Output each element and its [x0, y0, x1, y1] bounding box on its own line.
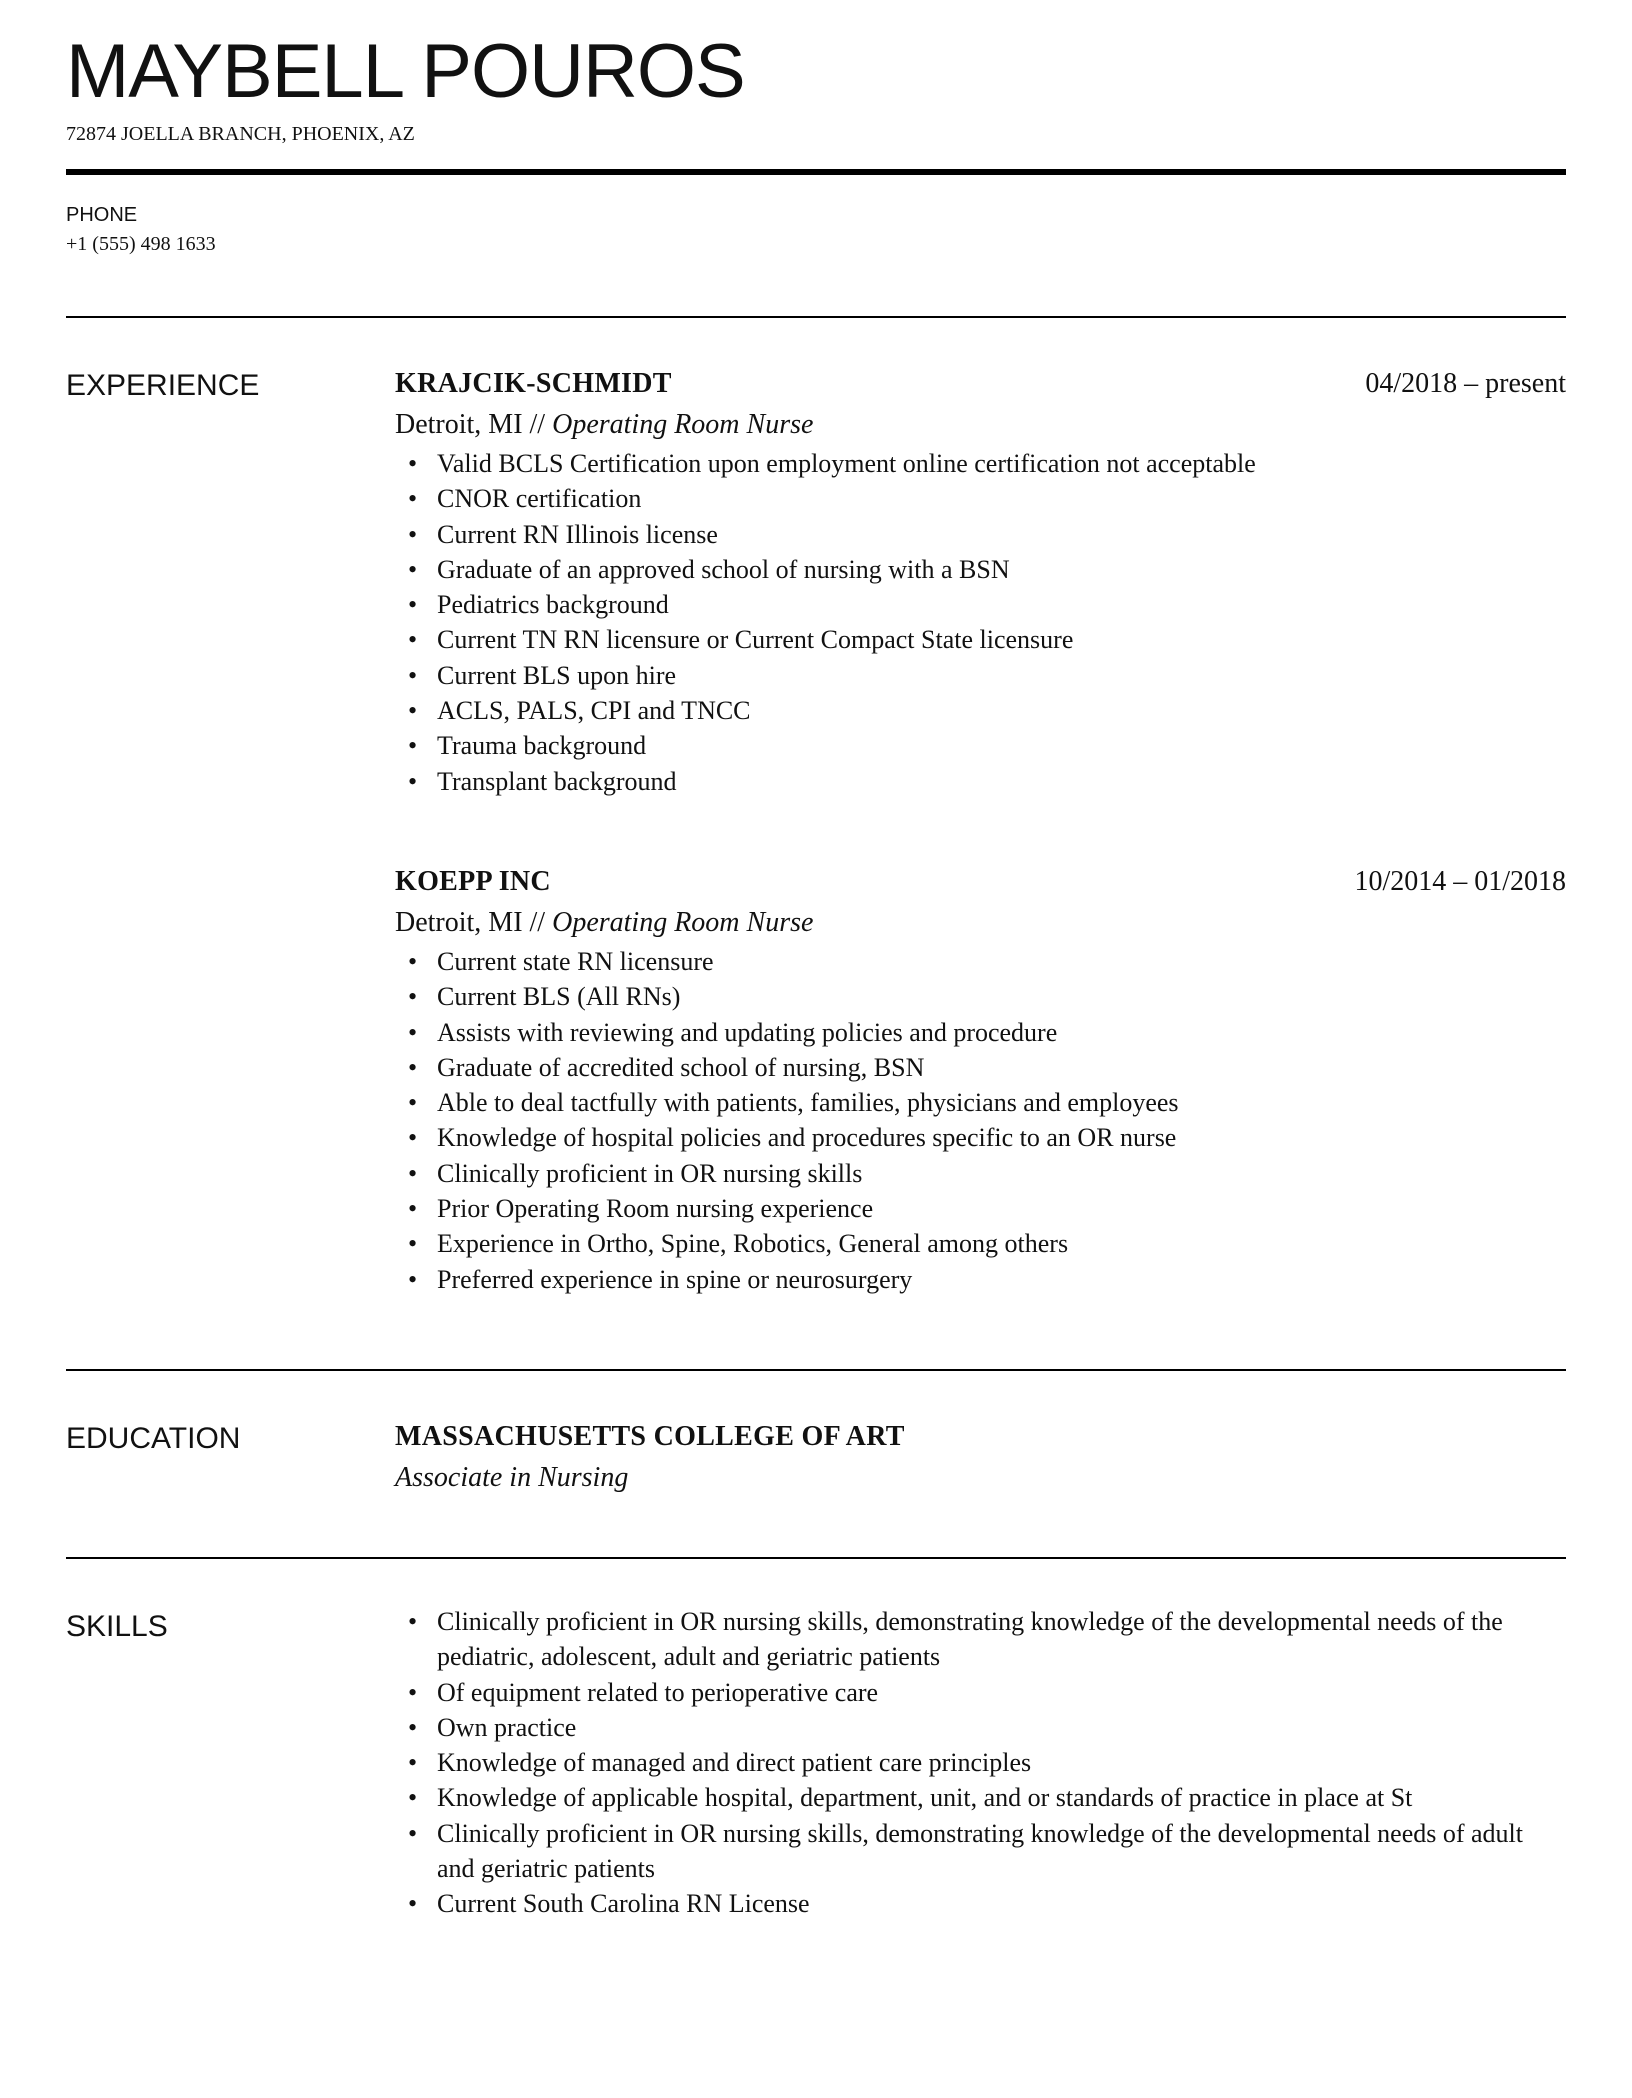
list-item: • Current BLS upon hire — [395, 658, 1566, 693]
skills-list — [395, 1604, 1566, 1922]
list-item: • ACLS, PALS, CPI and TNCC — [395, 693, 1566, 728]
list-item: • Current BLS (All RNs) — [395, 979, 1566, 1014]
list-item: • Knowledge of applicable hospital, department, unit, and or standards of practice in place at St — [395, 1780, 1566, 1815]
list-item: • Current state RN licensure — [395, 944, 1566, 979]
list-item: • Graduate of accredited school of nursing, BSN — [395, 1050, 1566, 1085]
list-item: • Graduate of an approved school of nursing with a BSN — [395, 552, 1566, 587]
job-bullets — [395, 944, 1566, 1297]
job-entry — [395, 366, 1566, 799]
list-item: • Clinically proficient in OR nursing skills, demonstrating knowledge of the developmental needs of the pediatric, adolescent, adult and geriatric patients — [395, 1604, 1566, 1675]
list-item: • Clinically proficient in OR nursing skills — [395, 1156, 1566, 1191]
list-item: • Preferred experience in spine or neurosurgery — [395, 1262, 1566, 1297]
company-name: KOEPP INC — [395, 866, 551, 897]
job-subline — [395, 407, 1566, 443]
job-bullets — [395, 446, 1566, 799]
list-item: • Own practice — [395, 1710, 1566, 1745]
list-item: • Trauma background — [395, 728, 1566, 763]
job-dates: 04/2018 – present — [1365, 368, 1566, 399]
job-entry — [395, 864, 1566, 1297]
list-item: • Transplant background — [395, 764, 1566, 799]
separator: // — [529, 907, 546, 938]
job-header — [395, 864, 1566, 900]
company-name: KRAJCIK-SCHMIDT — [395, 368, 672, 399]
job-location: Detroit, MI — [395, 907, 523, 938]
list-item: • Current South Carolina RN License — [395, 1886, 1566, 1921]
list-item: • Of equipment related to perioperative care — [395, 1675, 1566, 1710]
education-entry — [395, 1419, 1566, 1496]
education-heading: EDUCATION — [66, 1422, 241, 1455]
job-location: Detroit, MI — [395, 409, 523, 440]
phone-label: PHONE — [66, 204, 138, 226]
job-header — [395, 366, 1566, 402]
list-item: • Knowledge of hospital policies and procedures specific to an OR nurse — [395, 1120, 1566, 1155]
list-item: • Assists with reviewing and updating policies and procedure — [395, 1015, 1566, 1050]
list-item: • CNOR certification — [395, 481, 1566, 516]
list-item: • Prior Operating Room nursing experience — [395, 1191, 1566, 1226]
experience-heading: EXPERIENCE — [66, 369, 260, 402]
job-dates: 10/2014 – 01/2018 — [1354, 866, 1566, 897]
list-item: • Experience in Ortho, Spine, Robotics, General among others — [395, 1226, 1566, 1261]
phone-number: +1 (555) 498 1633 — [66, 233, 216, 255]
candidate-address: 72874 JOELLA BRANCH, PHOENIX, AZ — [66, 123, 415, 145]
section-divider — [66, 316, 1566, 318]
list-item: • Current TN RN licensure or Current Compact State licensure — [395, 622, 1566, 657]
school-name: MASSACHUSETTS COLLEGE OF ART — [395, 1421, 905, 1452]
separator: // — [529, 409, 546, 440]
section-divider — [66, 1369, 1566, 1371]
list-item: • Clinically proficient in OR nursing skills, demonstrating knowledge of the developmental needs of adult and geriatric patients — [395, 1816, 1566, 1887]
skills-heading: SKILLS — [66, 1610, 168, 1643]
job-title: Operating Room Nurse — [552, 409, 814, 440]
skills-entry — [395, 1604, 1566, 1922]
degree: Associate in Nursing — [395, 1462, 629, 1493]
list-item: • Knowledge of managed and direct patient care principles — [395, 1745, 1566, 1780]
list-item: • Pediatrics background — [395, 587, 1566, 622]
header-divider — [66, 169, 1566, 175]
list-item: • Able to deal tactfully with patients, families, physicians and employees — [395, 1085, 1566, 1120]
list-item: • Current RN Illinois license — [395, 517, 1566, 552]
job-subline — [395, 905, 1566, 941]
candidate-name: MAYBELL POUROS — [66, 29, 745, 114]
section-divider — [66, 1557, 1566, 1559]
job-title: Operating Room Nurse — [552, 907, 814, 938]
list-item: • Valid BCLS Certification upon employment online certification not acceptable — [395, 446, 1566, 481]
